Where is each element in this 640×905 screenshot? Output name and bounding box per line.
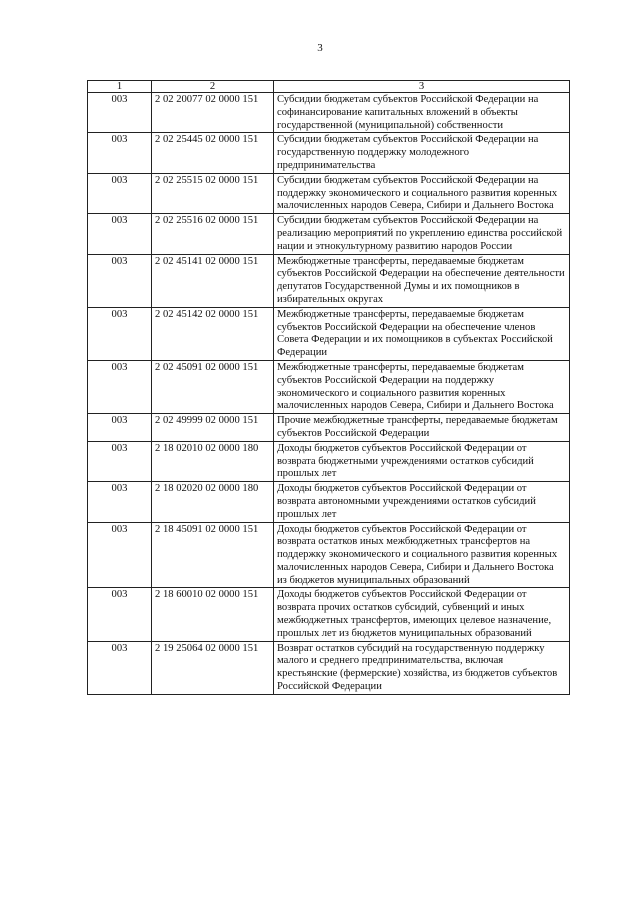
revenue-name-cell: Субсидии бюджетам субъектов Российской Федерации на государственную поддержку молодежного предпринимательства xyxy=(274,133,570,173)
table-row xyxy=(88,307,570,360)
budget-code-cell: 2 18 60010 02 0000 151 xyxy=(152,588,274,641)
budget-code-cell: 2 02 20077 02 0000 151 xyxy=(152,93,274,133)
admin-code-cell: 003 xyxy=(88,482,152,522)
admin-code-cell: 003 xyxy=(88,173,152,213)
revenue-name-cell: Субсидии бюджетам субъектов Российской Федерации на софинансирование капитальных вложений в объекты государственной (муниципальной) собственности xyxy=(274,93,570,133)
revenue-name-cell: Субсидии бюджетам субъектов Российской Федерации на реализацию мероприятий по укреплению единства российской нации и этнокультурному развитию народов России xyxy=(274,214,570,254)
table-row xyxy=(88,173,570,213)
column-header-code: 2 xyxy=(152,81,274,93)
revenue-name-cell: Межбюджетные трансферты, передаваемые бюджетам субъектов Российской Федерации на поддержку экономического и социального развития коренных малочисленных народов Севера, Сибири и Дальнего Востока xyxy=(274,360,570,413)
budget-code-cell: 2 02 45142 02 0000 151 xyxy=(152,307,274,360)
budget-code-cell: 2 18 45091 02 0000 151 xyxy=(152,522,274,588)
budget-code-cell: 2 02 25515 02 0000 151 xyxy=(152,173,274,213)
table-row xyxy=(88,441,570,481)
admin-code-cell: 003 xyxy=(88,214,152,254)
admin-code-cell: 003 xyxy=(88,522,152,588)
admin-code-cell: 003 xyxy=(88,93,152,133)
admin-code-cell: 003 xyxy=(88,360,152,413)
revenue-name-cell: Доходы бюджетов субъектов Российской Федерации от возврата прочих остатков субсидий, субвенций и иных межбюджетных трансфертов, имеющих целевое назначение, прошлых лет из бюджетов муниципальных образований xyxy=(274,588,570,641)
revenue-name-cell: Субсидии бюджетам субъектов Российской Федерации на поддержку экономического и социального развития коренных малочисленных народов Севера, Сибири и Дальнего Востока xyxy=(274,173,570,213)
revenue-name-cell: Прочие межбюджетные трансферты, передаваемые бюджетам субъектов Российской Федерации xyxy=(274,414,570,442)
table-row xyxy=(88,482,570,522)
revenue-name-cell: Возврат остатков субсидий на государственную поддержку малого и среднего предпринимательства, включая крестьянские (фермерские) хозяйства, из бюджетов субъектов Российской Федерации xyxy=(274,641,570,694)
budget-code-cell: 2 02 45091 02 0000 151 xyxy=(152,360,274,413)
table-row xyxy=(88,214,570,254)
table-row xyxy=(88,93,570,133)
admin-code-cell: 003 xyxy=(88,414,152,442)
column-header-name: 3 xyxy=(274,81,570,93)
budget-code-cell: 2 02 25445 02 0000 151 xyxy=(152,133,274,173)
revenue-name-cell: Межбюджетные трансферты, передаваемые бюджетам субъектов Российской Федерации на обеспечение деятельности депутатов Государственной Думы и их помощников в избирательных округах xyxy=(274,254,570,307)
admin-code-cell: 003 xyxy=(88,641,152,694)
budget-code-cell: 2 18 02020 02 0000 180 xyxy=(152,482,274,522)
admin-code-cell: 003 xyxy=(88,441,152,481)
table-row xyxy=(88,414,570,442)
page-number: 3 xyxy=(317,42,323,54)
budget-code-cell: 2 02 49999 02 0000 151 xyxy=(152,414,274,442)
admin-code-cell: 003 xyxy=(88,254,152,307)
admin-code-cell: 003 xyxy=(88,133,152,173)
revenue-name-cell: Доходы бюджетов субъектов Российской Федерации от возврата остатков иных межбюджетных трансфертов на поддержку экономического и социального развития коренных малочисленных народов Севера, Сибири и Дальнего Востока из бюджетов муниципальных образований xyxy=(274,522,570,588)
table-row xyxy=(88,133,570,173)
table-row xyxy=(88,360,570,413)
table-row xyxy=(88,254,570,307)
admin-code-cell: 003 xyxy=(88,588,152,641)
table-header-row xyxy=(88,81,570,93)
budget-code-cell: 2 18 02010 02 0000 180 xyxy=(152,441,274,481)
revenue-name-cell: Доходы бюджетов субъектов Российской Федерации от возврата бюджетными учреждениями остатков субсидий прошлых лет xyxy=(274,441,570,481)
budget-code-cell: 2 19 25064 02 0000 151 xyxy=(152,641,274,694)
table-row xyxy=(88,641,570,694)
budget-code-cell: 2 02 45141 02 0000 151 xyxy=(152,254,274,307)
revenue-name-cell: Доходы бюджетов субъектов Российской Федерации от возврата автономными учреждениями остатков субсидий прошлых лет xyxy=(274,482,570,522)
admin-code-cell: 003 xyxy=(88,307,152,360)
table-row xyxy=(88,588,570,641)
budget-code-cell: 2 02 25516 02 0000 151 xyxy=(152,214,274,254)
column-header-admin: 1 xyxy=(88,81,152,93)
revenue-codes-table xyxy=(87,80,570,695)
table-row xyxy=(88,522,570,588)
revenue-name-cell: Межбюджетные трансферты, передаваемые бюджетам субъектов Российской Федерации на обеспечение членов Совета Федерации и их помощников в субъектах Российской Федерации xyxy=(274,307,570,360)
